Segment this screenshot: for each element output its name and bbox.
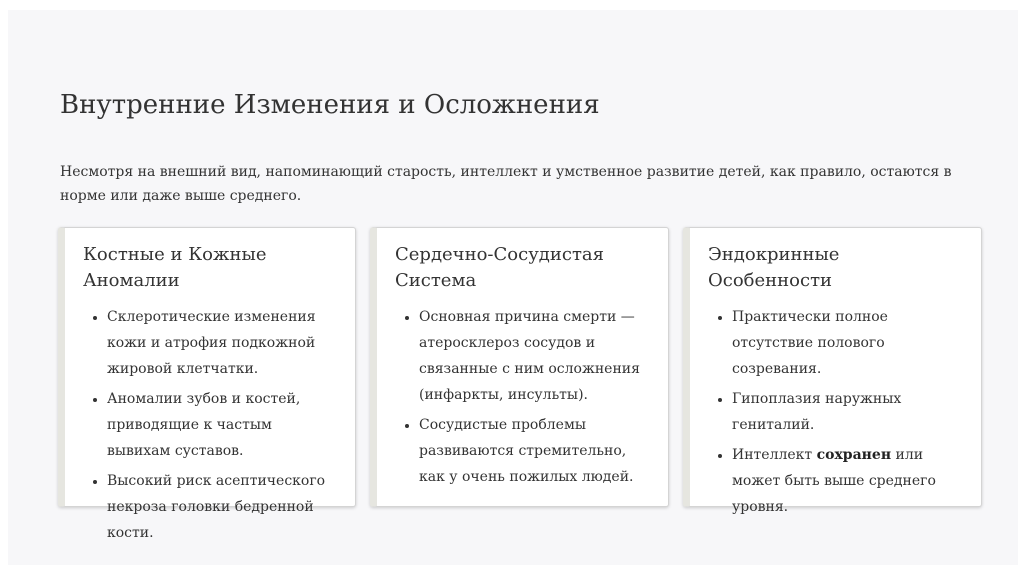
page-title: Внутренние Изменения и Осложнения <box>60 90 600 120</box>
card-list <box>395 304 652 490</box>
intro-paragraph: Несмотря на внешний вид, напоминающий старость, интеллект и умственное развитие детей, как правило, остаются в норме или даже выше среднего. <box>60 164 952 204</box>
card-title: Эндокринные Особенности <box>708 244 840 291</box>
list-item-text: Интеллект <box>732 447 817 463</box>
card-endocrine <box>683 227 982 515</box>
list-item <box>732 442 965 520</box>
slide <box>8 10 1018 565</box>
list-item: • Аномалии зубов и костей, приводящие к частым вывихам суставов. <box>107 386 339 464</box>
list-item: • Склеротические изменения кожи и атрофия подкожной жировой клетчатки. <box>107 304 339 382</box>
list-item: • Сосудистые проблемы развиваются стремительно, как у очень пожилых людей. <box>419 412 652 490</box>
card-bone-skin <box>58 227 356 541</box>
list-item: • Гипоплазия наружных гениталий. <box>732 386 965 438</box>
card-title: Костные и Кожные Аномалии <box>83 244 267 291</box>
card-cardiovascular <box>370 227 669 507</box>
list-item: • Высокий риск асептического некроза головки бедренной кости. <box>107 468 339 546</box>
card-title: Сердечно-Сосудистая Система <box>395 244 604 291</box>
emphasis-text: сохранен <box>816 447 892 463</box>
list-item-text: или может быть выше среднего уровня. <box>732 447 936 515</box>
list-item: • Практически полное отсутствие полового созревания. <box>732 304 965 382</box>
card-list <box>83 304 339 546</box>
card-list <box>708 304 965 520</box>
list-item: • Основная причина смерти — атеросклероз сосудов и связанные с ним осложнения (инфаркты, инсульты). <box>419 304 652 408</box>
